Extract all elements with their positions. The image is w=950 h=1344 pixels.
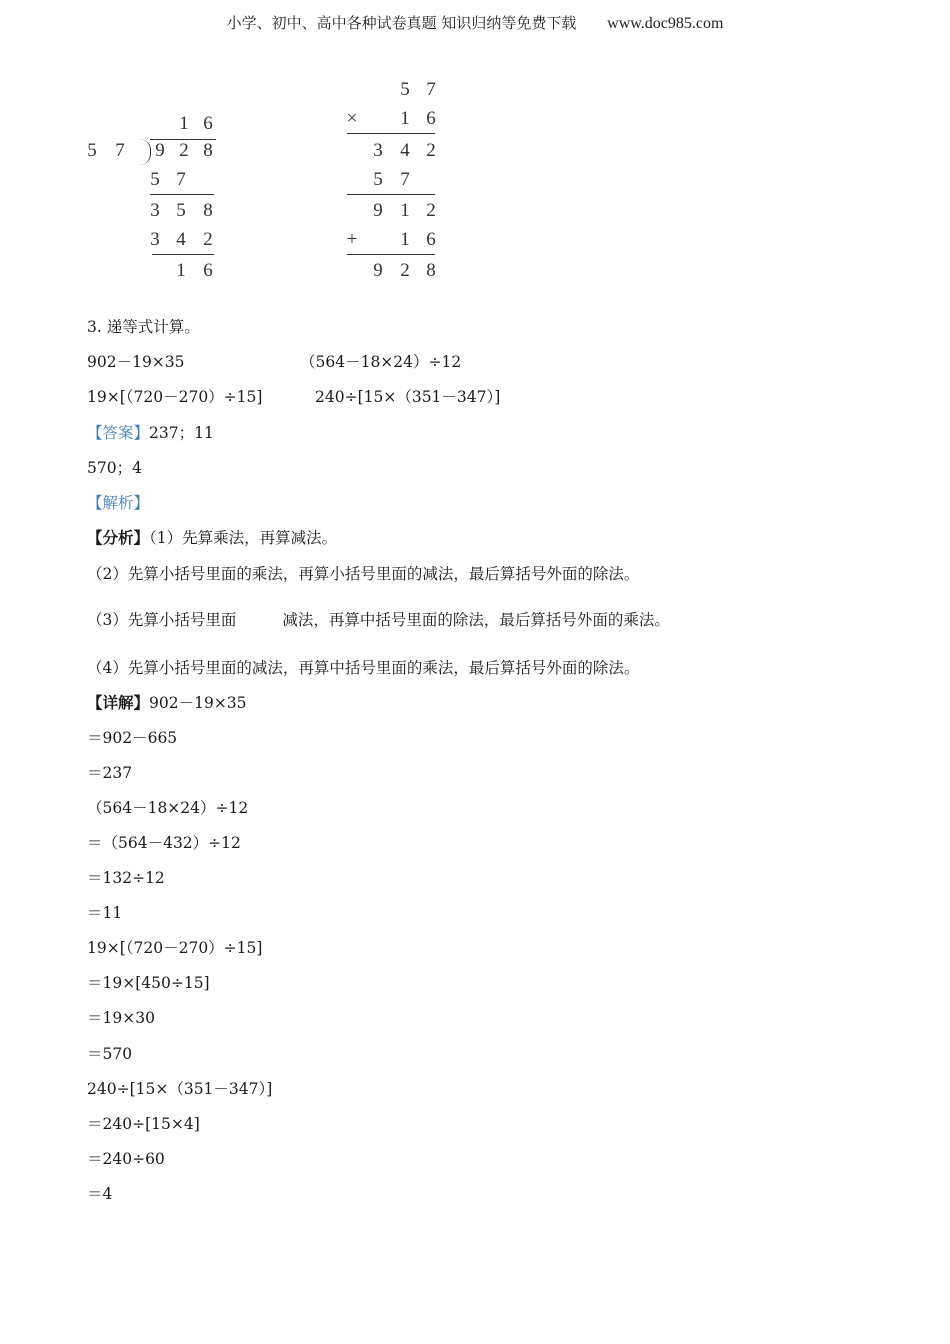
header-title: 小学、初中、高中各种试卷真题 知识归纳等免费下载 xyxy=(226,14,577,32)
answer-line xyxy=(87,421,214,443)
plus-sign: + xyxy=(346,229,358,250)
mult-digit: 6 xyxy=(426,108,436,129)
times-sign: × xyxy=(346,108,358,129)
multiplication-check xyxy=(0,0,470,300)
mult-digit: 3 xyxy=(373,140,383,161)
mult-digit: 5 xyxy=(400,79,410,100)
detail-line: ＝19×[450÷15] xyxy=(87,974,210,992)
step-digit: 3 xyxy=(150,200,160,221)
mult-digit: 9 xyxy=(373,200,383,221)
header-site: www.doc985.com xyxy=(607,15,724,32)
remainder-digit: 1 xyxy=(176,260,186,281)
answer-value: 237；11 xyxy=(149,424,214,442)
detail-line: ＝570 xyxy=(87,1045,133,1063)
fenxi-tag: 【分析】 xyxy=(87,528,150,547)
analysis-text: （1）先算乘法，再算减法。 xyxy=(149,529,338,547)
answer-tag: 【答案】 xyxy=(87,424,150,442)
step-digit: 3 xyxy=(150,229,160,250)
detail-line: ＝237 xyxy=(87,764,133,782)
detail-line: ＝132÷12 xyxy=(87,869,165,887)
analysis-paragraph xyxy=(87,526,337,548)
dividend-digit: 8 xyxy=(203,140,213,161)
question-expression: 19×[（720－270）÷15] xyxy=(87,388,263,406)
mult-digit: 9 xyxy=(373,260,383,281)
mult-digit: 1 xyxy=(400,229,410,250)
analysis-paragraph xyxy=(87,608,670,630)
dividend-digit: 9 xyxy=(155,140,165,161)
mult-digit: 8 xyxy=(426,260,436,281)
detail-line: ＝（564－432）÷12 xyxy=(87,834,241,852)
detail-line: 240÷[15×（351－347）] xyxy=(87,1080,273,1098)
mult-digit: 1 xyxy=(400,200,410,221)
mult-digit: 7 xyxy=(426,79,436,100)
remainder-digit: 6 xyxy=(203,260,213,281)
mult-digit: 2 xyxy=(426,200,436,221)
mult-digit: 5 xyxy=(373,169,383,190)
detail-line: ＝19×30 xyxy=(87,1009,155,1027)
question-expression: 240÷[15×（351－347）] xyxy=(315,388,501,406)
mult-digit: 6 xyxy=(426,229,436,250)
quotient-digit: 6 xyxy=(203,113,213,134)
step-digit: 2 xyxy=(203,229,213,250)
mult-digit: 7 xyxy=(400,169,410,190)
mult-digit: 1 xyxy=(400,108,410,129)
divisor-digit: 5 xyxy=(87,140,97,161)
detail-line: 19×[（720－270）÷15] xyxy=(87,939,263,957)
question-expression: （564－18×24）÷12 xyxy=(300,353,462,371)
question-expression: 902－19×35 xyxy=(87,353,185,371)
divisor-digit: 7 xyxy=(115,140,125,161)
question-title: 3. 递等式计算。 xyxy=(87,318,200,336)
step-digit: 5 xyxy=(176,200,186,221)
step-digit: 4 xyxy=(176,229,186,250)
analysis-paragraph: （4）先算小括号里面的减法，再算中括号里面的乘法，最后算括号外面的除法。 xyxy=(87,659,640,677)
mult-line xyxy=(347,194,435,195)
analysis-paragraph: （2）先算小括号里面的乘法，再算小括号里面的减法，最后算括号外面的除法。 xyxy=(87,565,640,583)
answer-line: 570；4 xyxy=(87,459,142,477)
analysis-tag: 【解析】 xyxy=(87,494,150,512)
mult-line xyxy=(347,133,435,134)
detail-line xyxy=(87,691,247,713)
detail-line: ＝11 xyxy=(87,904,123,922)
detail-text: 902－19×35 xyxy=(149,694,247,712)
detail-tag: 【详解】 xyxy=(87,693,150,712)
step-digit: 8 xyxy=(203,200,213,221)
detail-line: ＝240÷60 xyxy=(87,1150,165,1168)
detail-line: ＝902－665 xyxy=(87,729,178,747)
dividend-digit: 2 xyxy=(179,140,189,161)
mult-line xyxy=(347,254,435,255)
quotient-digit: 1 xyxy=(179,113,189,134)
step-digit: 7 xyxy=(176,169,186,190)
mult-digit: 2 xyxy=(426,140,436,161)
detail-line: （564－18×24）÷12 xyxy=(87,799,249,817)
detail-line: ＝4 xyxy=(87,1185,113,1203)
step-digit: 5 xyxy=(150,169,160,190)
detail-line: ＝240÷[15×4] xyxy=(87,1115,200,1133)
analysis-text: 减法，再算中括号里面的除法，最后算括号外面的乘法。 xyxy=(282,611,670,629)
mult-digit: 4 xyxy=(400,140,410,161)
analysis-text: （3）先算小括号里面 xyxy=(87,611,237,629)
mult-digit: 2 xyxy=(400,260,410,281)
